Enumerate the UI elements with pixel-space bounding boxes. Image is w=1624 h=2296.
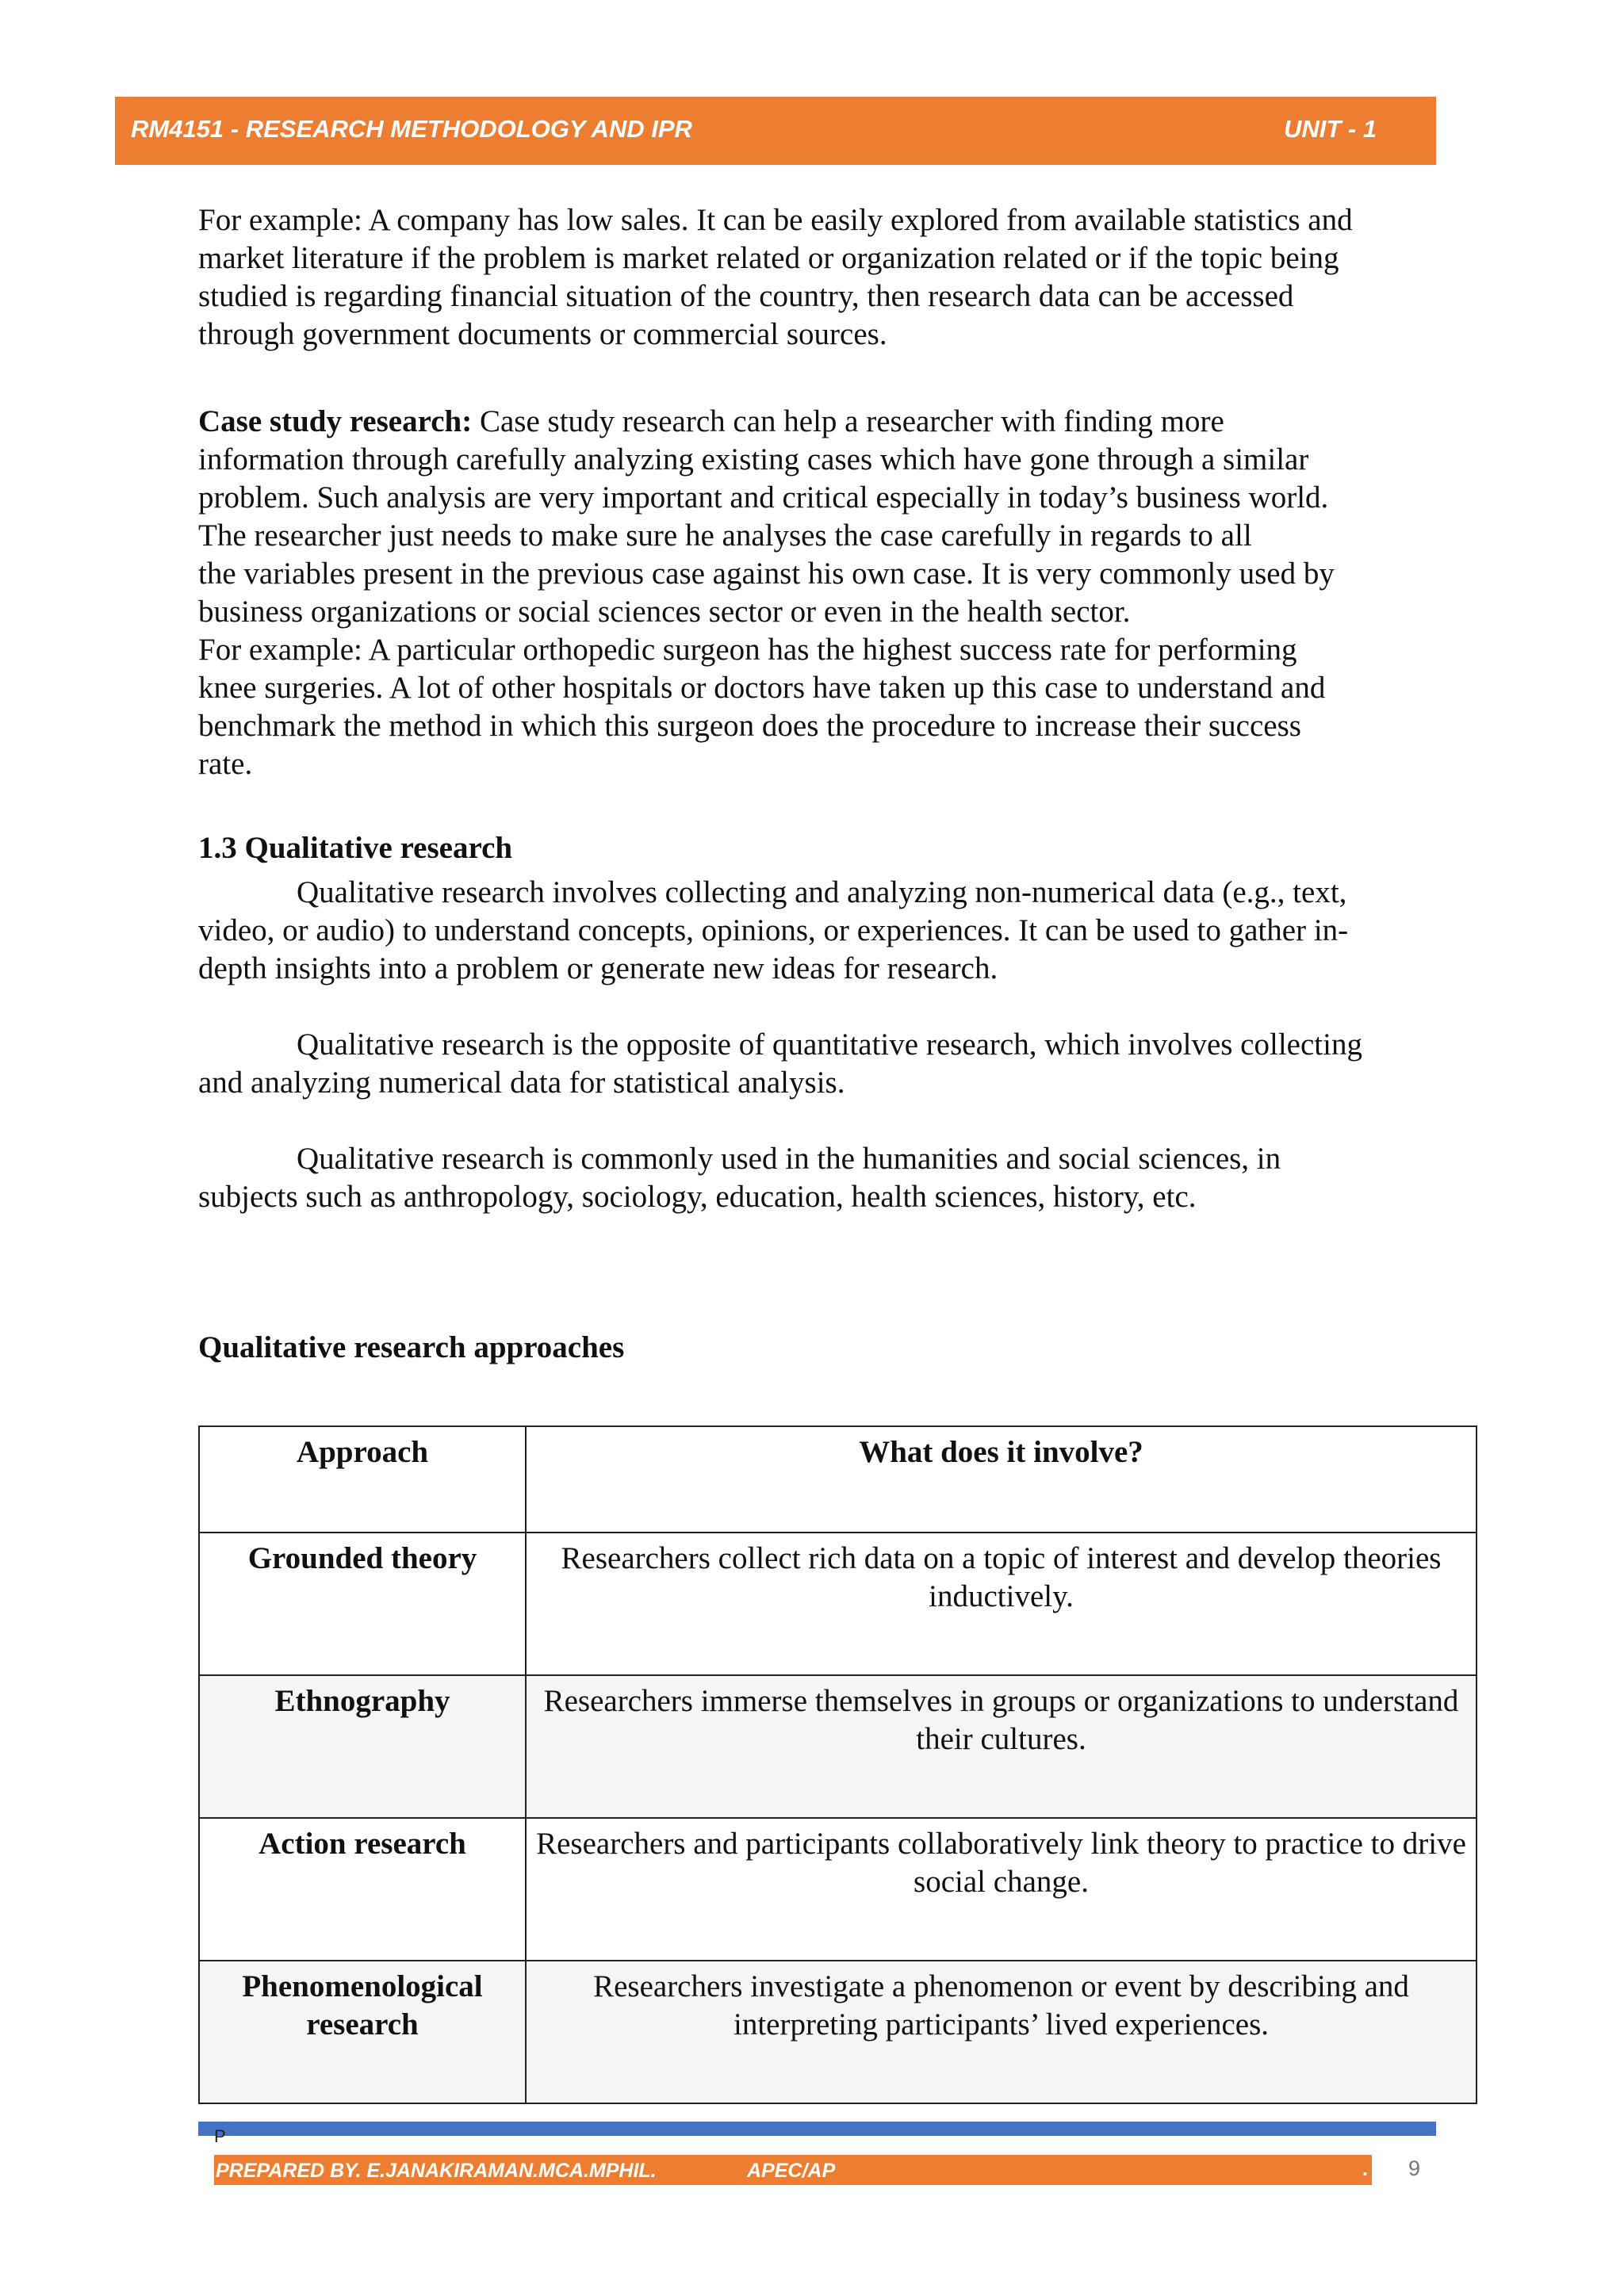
page-header xyxy=(115,97,1436,165)
text-line: For example: A particular orthopedic surgeon has the highest success rate for performing xyxy=(198,633,1297,667)
approach-cell: Grounded theory xyxy=(199,1533,526,1675)
footer-dot: . xyxy=(1362,2158,1368,2180)
case-study-paragraph xyxy=(198,403,1443,783)
text-line: benchmark the method in which this surgeon does the procedure to increase their success xyxy=(198,709,1301,743)
table-header-row xyxy=(199,1426,1477,1533)
page-number: 9 xyxy=(1408,2156,1421,2180)
text-line: Qualitative research is commonly used in the humanities and social sciences, in xyxy=(297,1142,1281,1176)
text-line: depth insights into a problem or generate new ideas for research. xyxy=(198,951,998,985)
table-row xyxy=(199,1533,1477,1675)
text-line: knee surgeries. A lot of other hospitals or doctors have taken up this case to understand and xyxy=(198,671,1326,705)
text-line: Qualitative research is the opposite of quantitative research, which involves collecting xyxy=(297,1027,1362,1062)
table-row xyxy=(199,1675,1477,1818)
text-line: business organizations or social sciences sector or even in the health sector. xyxy=(198,595,1131,629)
course-title: RM4151 - RESEARCH METHODOLOGY AND IPR xyxy=(131,115,692,143)
text-line: subjects such as anthropology, sociology, education, health sciences, history, etc. xyxy=(198,1180,1197,1214)
table-row xyxy=(199,1961,1477,2103)
organization: APEC/AP xyxy=(747,2160,836,2182)
text-line: For example: A company has low sales. It can be easily explored from available statistics and xyxy=(198,203,1353,237)
text-line: problem. Such analysis are very important and critical especially in today’s business world. xyxy=(198,480,1329,515)
prepared-by: PREPARED BY. E.JANAKIRAMAN.MCA.MPHIL. xyxy=(216,2160,657,2182)
column-header-description: What does it involve? xyxy=(526,1426,1477,1533)
description-cell: Researchers investigate a phenomenon or event by describing and interpreting participants’ lived experiences. xyxy=(526,1961,1477,2103)
text-line: studied is regarding financial situation of the country, then research data can be accessed xyxy=(198,279,1294,313)
qualitative-paragraph-2 xyxy=(198,1026,1443,1102)
text-line: and analyzing numerical data for statistical analysis. xyxy=(198,1066,845,1100)
approach-cell: Ethnography xyxy=(199,1675,526,1818)
text-line xyxy=(198,403,1443,441)
page-content xyxy=(198,201,1443,1367)
approaches-table xyxy=(198,1425,1477,2104)
footer-divider xyxy=(198,2122,1436,2136)
text-line: information through carefully analyzing existing cases which have gone through a similar xyxy=(198,442,1309,476)
approach-cell: Phenomenological research xyxy=(199,1961,526,2103)
unit-label: UNIT - 1 xyxy=(1284,115,1377,143)
page-footer xyxy=(214,2155,1372,2185)
text-line: The researcher just needs to make sure he analyses the case carefully in regards to all xyxy=(198,519,1252,553)
text-span: Case study research can help a researcher with finding more xyxy=(472,404,1224,438)
text-line: rate. xyxy=(198,747,253,781)
text-line: video, or audio) to understand concepts, opinions, or experiences. It can be used to gather in- xyxy=(198,913,1349,947)
text-line: through government documents or commercial sources. xyxy=(198,317,887,351)
table-row xyxy=(199,1818,1477,1961)
text-line: the variables present in the previous case against his own case. It is very commonly used by xyxy=(198,557,1335,591)
column-header-approach: Approach xyxy=(199,1426,526,1533)
footer-marker: P xyxy=(214,2126,226,2146)
text-line: market literature if the problem is market related or organization related or if the topic being xyxy=(198,241,1339,275)
section-heading: 1.3 Qualitative research xyxy=(198,831,513,865)
qualitative-paragraph-3 xyxy=(198,1140,1443,1216)
description-cell: Researchers immerse themselves in groups or organizations to understand their cultures. xyxy=(526,1675,1477,1818)
description-cell: Researchers collect rich data on a topic of interest and develop theories inductively. xyxy=(526,1533,1477,1675)
text-line: Qualitative research involves collecting and analyzing non-numerical data (e.g., text, xyxy=(297,875,1347,909)
case-study-label: Case study research: xyxy=(198,404,473,438)
example-paragraph xyxy=(198,201,1443,354)
table-heading: Qualitative research approaches xyxy=(198,1330,625,1364)
qualitative-paragraph-1 xyxy=(198,874,1443,988)
description-cell: Researchers and participants collaboratively link theory to practice to drive social change. xyxy=(526,1818,1477,1961)
approach-cell: Action research xyxy=(199,1818,526,1961)
